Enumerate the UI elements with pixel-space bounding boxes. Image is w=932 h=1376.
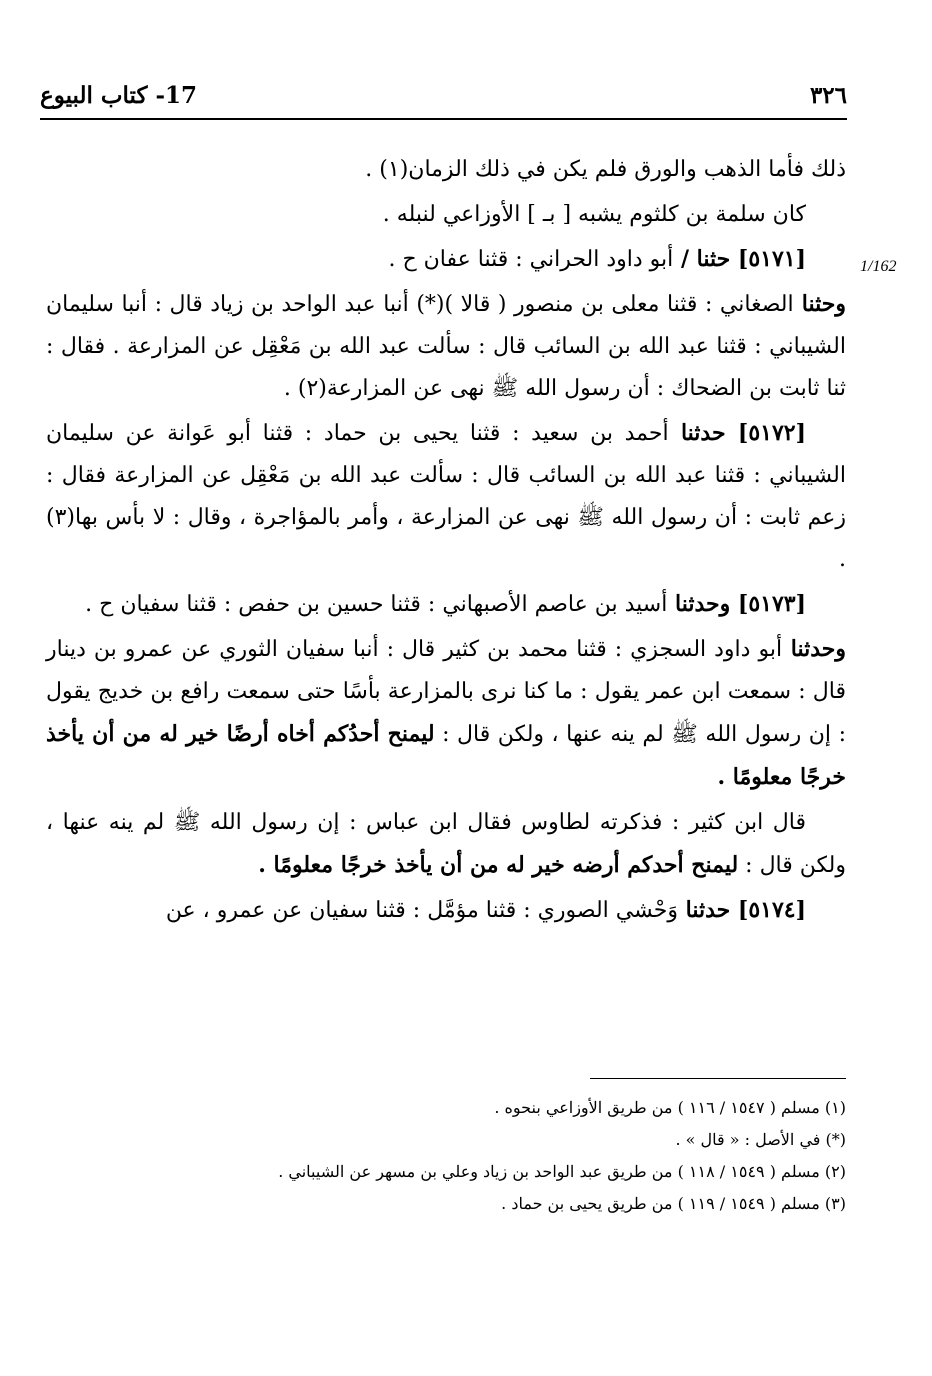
hadith-number: [٥١٧٣] وحدثنا xyxy=(667,591,806,617)
paragraph-text: قال ابن كثير : فذكرته لطاوس فقال ابن عباس : إن رسول الله ﷺ لم ينه عنها ، ولكن قال : xyxy=(46,810,846,878)
page-header xyxy=(40,78,847,120)
chapter-title: 17- كتاب البيوع xyxy=(40,82,198,109)
paragraph-text: أبو داود الحراني : قثنا عفان ح . xyxy=(388,247,674,272)
paragraph xyxy=(46,801,846,887)
footnote-separator xyxy=(590,1078,846,1079)
paragraph xyxy=(46,238,846,281)
paragraph-text: وَحْشي الصوري : قثنا مؤمَّل : قثنا سفيان عن عمرو ، عن xyxy=(165,898,678,923)
paragraph-text: أبو داود السجزي : قثنا محمد بن كثير قال : أنبا سفيان الثوري عن عمرو بن دينار قال : سمعت ابن عمر يقول : ما كنا نرى بالمزارعة بأسًا حتى سمعت رافع بن خديج يقول : إن رسول الله ﷺ لم ينه عنها ، ولكن قال : xyxy=(46,637,846,747)
paragraph xyxy=(46,628,846,799)
hadith-number: [٥١٧٤] حدثنا xyxy=(677,897,806,923)
bold-quote: ليمنح أحدكم أرضه خير له من أن يأخذ خرجًا معلومًا . xyxy=(258,852,739,878)
paragraph xyxy=(46,283,846,410)
footnote: (*) في الأصل : « قال » . xyxy=(675,1130,846,1149)
main-text xyxy=(46,148,846,934)
footnotes xyxy=(46,1092,846,1220)
paragraph-lead: وحدثنا xyxy=(782,636,846,662)
footnote: (١) مسلم ( ١٥٤٧ / ١١٦ ) من طريق الأوزاعي بنحوه . xyxy=(494,1098,846,1117)
footnote: (٣) مسلم ( ١٥٤٩ / ١١٩ ) من طريق يحيى بن حماد . xyxy=(501,1194,846,1213)
paragraph-text: الصغاني : قثنا معلى بن منصور ( قالا )(*) أنبا عبد الواحد بن زياد قال : أنبا سليمان الشيباني : قثنا عبد الله بن السائب قال : سألت عبد الله بن مَعْقِل عن المزارعة . فقال : ثنا ثابت بن الضحاك : أن رسول الله ﷺ نهى عن المزارعة(٢) . xyxy=(46,292,846,401)
paragraph-text: ذلك فأما الذهب والورق فلم يكن في ذلك الزمان(١) . xyxy=(365,157,846,182)
paragraph-lead: وحثنا xyxy=(793,291,846,317)
paragraph xyxy=(46,583,846,626)
paragraph xyxy=(46,889,846,932)
bold-quote: ليمنح أحدُكم أخاه أرضًا خير له من أن يأخذ خرجًا معلومًا . xyxy=(46,721,846,790)
paragraph xyxy=(46,193,846,236)
page-number: ٣٢٦ xyxy=(809,82,847,109)
paragraph xyxy=(46,148,846,191)
hadith-number: [٥١٧١] حثنا / xyxy=(673,246,806,272)
paragraph xyxy=(46,412,846,581)
footnote: (٢) مسلم ( ١٥٤٩ / ١١٨ ) من طريق عبد الواحد بن زياد وعلي بن مسهر عن الشيباني . xyxy=(278,1162,846,1181)
paragraph-text: كان سلمة بن كلثوم يشبه [ بـ ] الأوزاعي لنبله . xyxy=(382,202,806,227)
paragraph-text: أحمد بن سعيد : قثنا يحيى بن حماد : قثنا أبو عَوانة عن سليمان الشيباني : قثنا عبد الله بن السائب قال : سألت عبد الله بن مَعْقِل عن المزارعة فقال : زعم ثابت : أن رسول الله ﷺ نهى عن المزارعة ، وأمر بالمؤاجرة ، وقال : لا بأس بها(٣) . xyxy=(46,421,846,572)
margin-folio-note: 1/162 xyxy=(860,258,897,275)
hadith-number: [٥١٧٢] حدثنا xyxy=(668,420,807,446)
paragraph-text: أسيد بن عاصم الأصبهاني : قثنا حسين بن حفص : قثنا سفيان ح . xyxy=(85,592,668,617)
